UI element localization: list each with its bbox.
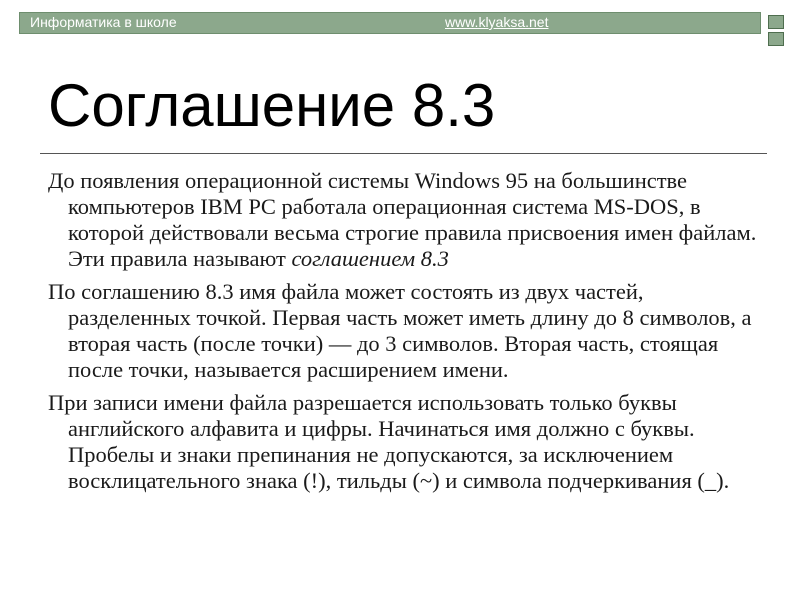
paragraph-rules <box>48 390 768 494</box>
header-bar <box>19 12 761 34</box>
paragraph-intro-text: До появления операционной системы Windows 95 на большинстве компьютеров IBM PC работала операционная система MS-DOS, в которой действовали весьма строгие правила присвоения имен файлам. Эти правила называют <box>48 168 757 271</box>
title-divider <box>40 153 767 154</box>
paragraph-structure-text: По соглашению 8.3 имя файла может состоять из двух частей, разделенных точкой. Первая часть может иметь длину до 8 символов, а вторая часть (после точки) — до 3 символов. Вторая часть, стоящая после точки, называется расширением имени. <box>48 279 752 382</box>
decorative-square-top <box>768 15 784 29</box>
decorative-square-bottom <box>768 32 784 46</box>
site-link[interactable]: www.klyaksa.net <box>445 14 549 30</box>
paragraph-rules-text: При записи имени файла разрешается использовать только буквы английского алфавита и цифры. Начинаться имя должно с буквы. Пробелы и знаки препинания не допускаются, за исключением восклицательного знака (!), тильды (~) и символа подчеркивания (_). <box>48 390 730 493</box>
page-title: Соглашение 8.3 <box>48 72 496 139</box>
header-title: Информатика в школе <box>30 14 177 30</box>
slide-body <box>48 168 768 501</box>
paragraph-structure <box>48 279 768 383</box>
paragraph-intro <box>48 168 768 272</box>
paragraph-intro-emphasis: соглашением 8.3 <box>291 246 449 271</box>
